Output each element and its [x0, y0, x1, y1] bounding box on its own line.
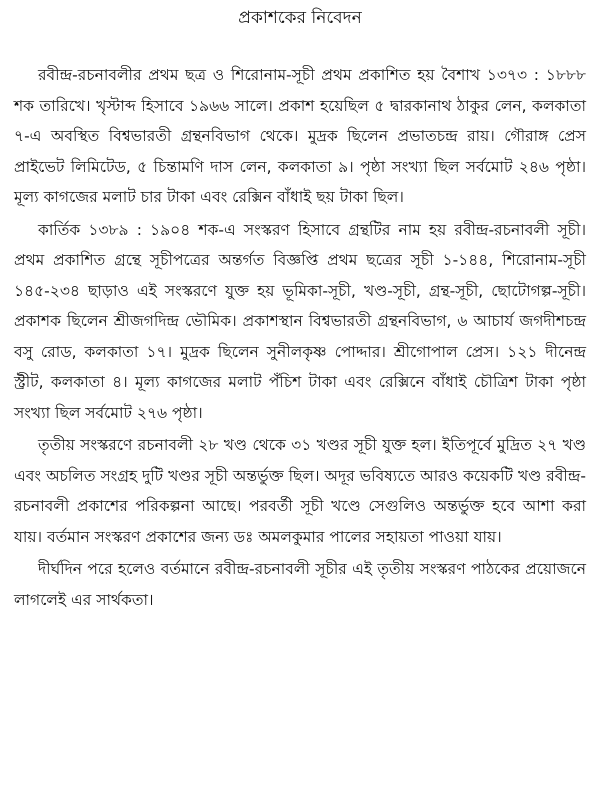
paragraph-first-edition: রবীন্দ্র-রচনাবলীর প্রথম ছত্র ও শিরোনাম-সূচী প্রথম প্রকাশিত হয় বৈশাখ ১৩৭৩ : ১৮৮৮ শক তারিখে। খৃস্টাব্দ হিসাবে ১৯৬৬ সালে। প্রকাশ হয়েছিল ৫ দ্বারকানাথ ঠাকুর লেন, কলকাতা ৭-এ অবস্থিত বিশ্বভারতী গ্রন্থনবিভাগ থেকে। মুদ্রক ছিলেন প্রভাতচন্দ্র রায়। গৌরাঙ্গ প্রেস প্রাইভেট লিমিটেড, ৫ চিন্তামণি দাস লেন, কলকাতা ৯। পৃষ্ঠা সংখ্যা ছিল সর্বমোট ২৪৬ পৃষ্ঠা। মূল্য কাগজের মলাট চার টাকা এবং রেক্সিন বাঁধাই ছয় টাকা ছিল। — [14, 66, 586, 206]
paragraph-third-edition: তৃতীয় সংস্করণে রচনাবলী ২৮ খণ্ড থেকে ৩১ খণ্ডর সূচী যুক্ত হল। ইতিপূর্বে মুদ্রিত ২৭ খণ্ড এবং অচলিত সংগ্রহ দুটি খণ্ডর সূচী অন্তর্ভুক্ত ছিল। অদূর ভবিষ্যতে আরও কয়েকটি খণ্ড রবীন্দ্র-রচনাবলী প্রকাশের পরিকল্পনা আছে। পরবর্তী সূচী খণ্ডে সেগুলিও অন্তর্ভুক্ত হবে আশা করা যায়। বর্তমান সংস্করণ প্রকাশের জন্য ডঃ অমলকুমার পালের সহায়তা পাওয়া যায়। — [14, 436, 586, 546]
paragraph-closing: দীর্ঘদিন পরে হলেও বর্তমানে রবীন্দ্র-রচনাবলী সূচীর এই তৃতীয় সংস্করণ পাঠকের প্রয়োজনে লাগলেই এর সার্থকতা। — [14, 560, 586, 609]
page-title: প্রকাশকের নিবেদন — [238, 8, 362, 28]
paragraph-second-edition: কার্তিক ১৩৮৯ : ১৯০৪ শক-এ সংস্করণ হিসাবে গ্রন্থটির নাম হয় রবীন্দ্র-রচনাবলী সূচী। প্রথম প্রকাশিত গ্রন্থে সূচীপত্রের অন্তর্গত বিজ্ঞপ্তি প্রথম ছত্রের সূচী ১-১৪৪, শিরোনাম-সূচী ১৪৫-২৩৪ ছাড়াও এই সংস্করণে যুক্ত হয় ভূমিকা-সূচী, খণ্ড-সূচী, গ্রন্থ-সূচী, ছোটোগল্প-সূচী। প্রকাশক ছিলেন শ্রীজগদিন্দ্র ভৌমিক। প্রকাশস্থান বিশ্বভারতী গ্রন্থনবিভাগ, ৬ আচার্য জগদীশচন্দ্র বসু রোড, কলকাতা ১৭। মুদ্রক ছিলেন সুনীলকৃষ্ণ পোদ্দার। শ্রীগোপাল প্রেস। ১২১ দীনেন্দ্র স্ট্রীট, কলকাতা ৪। মূল্য কাগজের মলাট পঁচিশ টাকা এবং রেক্সিনে বাঁধাই চৌত্রিশ টাকা পৃষ্ঠা সংখ্যা ছিল সর্বমোট ২৭৬ পৃষ্ঠা। — [14, 220, 586, 422]
